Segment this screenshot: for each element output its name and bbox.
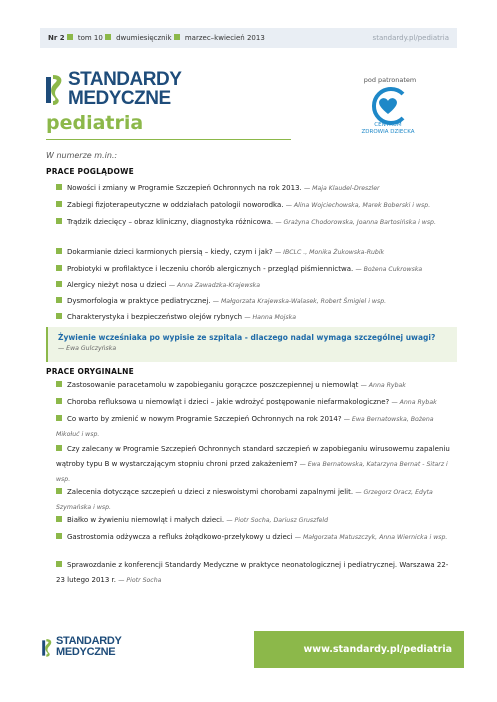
- patronage-org-line-2: ZDROWIA DZIECKA: [361, 129, 415, 135]
- bullet-square-icon: [56, 381, 62, 387]
- article-title: Co warto by zmienić w nowym Programie Szczepień Ochronnych na rok 2014?: [67, 415, 342, 423]
- bullet-square-icon: [56, 281, 62, 287]
- article-authors: — Grzegorz Oracz, Edyta Szymańska i wsp.: [56, 489, 433, 511]
- featured-article-authors: — Ewa Gulczyńska: [58, 345, 117, 352]
- article-title: Sprawozdanie z konferencji Standardy Medyczne w praktyce neonatologicznej i pediatrycznej. Warszawa 22-23 lutego 2013 r.: [56, 561, 449, 584]
- footer-logo-wordmark: [56, 636, 122, 658]
- article-authors: — Piotr Socha: [118, 577, 162, 584]
- bullet-square-icon: [56, 398, 62, 404]
- article-authors: — Anna Rybak: [391, 399, 437, 406]
- article-title: Zastosowanie paracetamolu w zapobieganiu gorączce poszczepiennej u niemowląt: [67, 381, 359, 389]
- article-authors: — IBCLC ., Monika Żukowska-Rubik: [274, 249, 385, 256]
- article-title: Zalecenia dotyczące szczepień u dzieci z nieswoistymi chorobami zapalnymi jelit.: [67, 488, 354, 496]
- bullet-square-icon: [56, 445, 62, 451]
- article-authors: — Anna Rybak: [360, 382, 406, 389]
- bullet-square-icon: [105, 34, 111, 40]
- bullet-square-icon: [56, 415, 62, 421]
- article-item[interactable]: [46, 262, 456, 277]
- article-title: Choroba refluksowa u niemowląt i dzieci – jakie wdrożyć postępowanie niefarmakologiczne?: [67, 398, 390, 406]
- article-item[interactable]: [46, 395, 456, 410]
- article-title: Dokarmianie dzieci karmionych piersią – kiedy, czym i jak?: [67, 248, 273, 256]
- article-item[interactable]: [46, 378, 456, 393]
- article-authors: — Maja Klaudel-Dreszler: [304, 185, 380, 192]
- logo-line-1: STANDARDY: [68, 69, 182, 90]
- article-authors: — Grażyna Chodorowska, Joanna Bartosińska i wsp.: [275, 219, 436, 226]
- article-item[interactable]: [46, 485, 456, 515]
- article-authors: — Piotr Socha, Dariusz Gruszfeld: [226, 517, 329, 524]
- bullet-square-icon: [56, 248, 62, 254]
- article-item[interactable]: [46, 530, 456, 545]
- article-item[interactable]: [46, 198, 456, 213]
- article-title: Czy zalecany w Programie Szczepień Ochronnych standard szczepień w zapobieganiu wirusowemu zapaleniu wątroby typu B w wystarczającym stopniu chroni przed zakażeniem?: [56, 445, 450, 468]
- article-item[interactable]: [46, 442, 456, 487]
- title-divider: [46, 139, 291, 140]
- bullet-square-icon: [67, 34, 73, 40]
- article-item[interactable]: [46, 278, 456, 293]
- article-authors: — Małgorzata Matuszczyk, Anna Wiernicka i wsp.: [294, 534, 448, 541]
- section-heading-original: PRACE ORYGINALNE: [46, 367, 134, 376]
- intro-text: W numerze m.in.:: [46, 151, 118, 160]
- article-authors: — Ewa Bernatowska, Bożena Mikołuć i wsp.: [56, 416, 434, 438]
- journal-title: pediatria: [46, 112, 144, 134]
- article-title: Dysmorfologia w praktyce pediatrycznej.: [67, 297, 211, 305]
- article-item[interactable]: [46, 181, 456, 196]
- bullet-square-icon: [56, 488, 62, 494]
- article-authors: — Anna Zawadzka-Krajewska: [168, 282, 261, 289]
- article-item[interactable]: [46, 310, 456, 325]
- article-title: Zabiegi fizjoterapeutyczne w oddziałach patologii noworodka.: [67, 201, 284, 209]
- logo-line-2: MEDYCZNE: [68, 88, 171, 109]
- issue-date: marzec–kwiecień 2013: [184, 34, 265, 42]
- bullet-square-icon: [56, 201, 62, 207]
- bullet-square-icon: [56, 533, 62, 539]
- issue-info-bar: [40, 28, 457, 48]
- logo-wordmark: [68, 70, 181, 108]
- article-authors: — Małgorzata Krajewska-Walasek, Robert Śmigiel i wsp.: [212, 298, 387, 305]
- footer-url-main: www.standardy.pl/: [303, 644, 404, 655]
- article-title: Probiotyki w profilaktyce i leczeniu chorób alergicznych - przegląd piśmiennictwa.: [67, 265, 354, 273]
- bullet-square-icon: [174, 34, 180, 40]
- article-title: Białko w żywieniu niemowląt i małych dzieci.: [67, 516, 225, 524]
- bullet-square-icon: [56, 297, 62, 303]
- article-title: Alergicy nieżyt nosa u dzieci: [67, 281, 167, 289]
- article-item[interactable]: [46, 412, 456, 442]
- footer-url-link[interactable]: [254, 631, 464, 668]
- article-item[interactable]: [46, 513, 456, 528]
- czd-heart-logo-icon: [363, 86, 413, 126]
- logo-mark-icon: [46, 73, 64, 107]
- bullet-square-icon: [56, 561, 62, 567]
- bullet-square-icon: [56, 265, 62, 271]
- patronage-label: pod patronatem: [363, 76, 417, 84]
- frequency: dwumiesięcznik: [116, 34, 172, 42]
- featured-article-title: Żywienie wcześniaka po wypisie ze szpitala - dlaczego nadal wymaga szczególnej uwagi?: [58, 333, 436, 342]
- article-title: Trądzik dziecięcy – obraz kliniczny, diagnostyka różnicowa.: [67, 218, 274, 226]
- article-authors: — Alina Wojciechowska, Marek Boberski i wsp.: [285, 202, 431, 209]
- article-authors: — Hanna Mojska: [244, 314, 296, 321]
- article-authors: — Bożena Cukrowska: [355, 266, 423, 273]
- footer-url-path: pediatria: [403, 644, 452, 655]
- featured-article[interactable]: [46, 327, 457, 362]
- article-title: Gastrostomia odżywcza a refluks żołądkowo-przełykowy u dzieci: [67, 533, 293, 541]
- article-item[interactable]: [46, 294, 456, 309]
- logo-mark-icon: [42, 638, 53, 658]
- site-link[interactable]: standardy.pl/pediatria: [372, 34, 449, 42]
- bullet-square-icon: [56, 313, 62, 319]
- issue-number: Nr 2: [48, 34, 65, 42]
- bullet-square-icon: [56, 218, 62, 224]
- bullet-square-icon: [56, 184, 62, 190]
- article-title: Charakterystyka i bezpieczeństwo olejów rybnych: [67, 313, 243, 321]
- volume: tom 10: [77, 34, 103, 42]
- footer-logo-line-2: MEDYCZNE: [56, 646, 116, 658]
- article-item[interactable]: [46, 245, 456, 260]
- patronage-org-line-1: CENTRUM: [374, 122, 402, 128]
- patronage-org: [345, 122, 431, 136]
- article-item[interactable]: [46, 215, 456, 230]
- section-heading-review: PRACE POGLĄDOWE: [46, 167, 134, 176]
- footer-logo-line-1: STANDARDY: [56, 635, 122, 647]
- bullet-square-icon: [56, 516, 62, 522]
- article-title: Nowości i zmiany w Programie Szczepień Ochronnych na rok 2013.: [67, 184, 302, 192]
- article-item[interactable]: [46, 558, 456, 588]
- article-authors: — Ewa Bernatowska, Katarzyna Bernat - Sitarz i wsp.: [56, 461, 448, 483]
